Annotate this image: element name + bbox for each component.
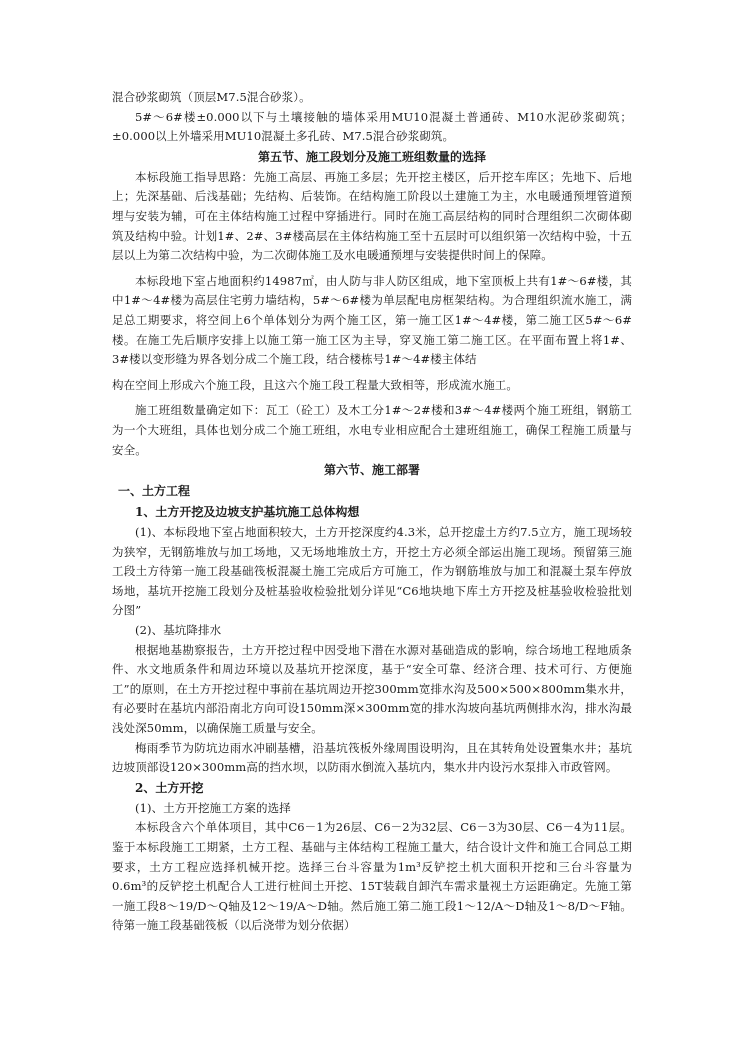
section-6-paragraph-5: (1)、土方开挖施工方案的选择 (135, 800, 291, 815)
section-6-paragraph-4: 梅雨季节为防坑边雨水冲刷基槽，沿基坑筏板外缘周围设明沟，且在其转角处设置集水井；基坑边坡顶部设120×300mm高的挡水坝，以防雨水倒流入基坑内，集水井内设污水泵排入市政管网。 (112, 740, 632, 775)
subsection-earthwork: 一、土方工程 (118, 484, 191, 499)
paragraph-continuation: 混合砂浆砌筑（顶层M7.5混合砂浆）。 (112, 90, 311, 104)
section-5-paragraph-1: 本标段施工指导思路：先施工高层、再施工多层；先开挖主楼区，后开挖车库区；先地下、后地上；先深基础、后浅基础；先结构、后装饰。在结构施工阶段以土建施工为主，水电暖通预埋管道预埋与安装为辅，可在主体结构施工过程中穿插进行。同时在施工高层结构的同时合理组织二次砌体砌筑及结构中验。计划1#、2#、3#楼高层在主体结构施工至十五层时可以组织第一次结构中验，十五层以上为第二次结构中验，为二次砌体施工及水电暖通预埋与安装提供时间上的保障。 (112, 169, 632, 263)
section-5-paragraph-4: 施工班组数量确定如下：瓦工（砼工）及木工分1#～2#楼和3#～4#楼两个施工班组，钢筋工为一个大班组，具体也划分成二个施工班组，水电专业相应配合土建班组施工，确保工程施工质量与安全。 (112, 403, 632, 457)
subsection-excavation: 2、土方开挖 (135, 780, 204, 795)
paragraph-wall-materials: 5#～6#楼±0.000以下与土壤接触的墙体采用MU10混凝土普通砖、M10水泥砂浆砌筑；±0.000以上外墙采用MU10混凝土多孔砖、M7.5混合砂浆砌筑。 (112, 109, 632, 144)
subsection-excavation-concept: 1、土方开挖及边坡支护基坑施工总体构想 (135, 505, 360, 520)
section-6-paragraph-3: 根据地基勘察报告，土方开挖过程中因受地下潜在水源对基础造成的影响，综合场地工程地质条件、水文地质条件和周边环境以及基坑开挖深度，基于“安全可靠、经济合理、技术可行、方便施工”的原则，在土方开挖过程中事前在基坑周边开挖300mm宽排水沟及500×500×800mm集水井，有必要时在基坑内部沿南北方向可设150mm深×300mm宽的排水沟坡向基坑两侧排水沟，排水沟最浅处深50mm，以确保施工质量与安全。 (112, 642, 632, 736)
document-body (112, 88, 632, 936)
section-5-paragraph-3: 构在空间上形成六个施工段，且这六个施工段工程量大致相等，形成流水施工。 (112, 377, 518, 392)
section-5-title: 第五节、施工段划分及施工班组数量的选择 (257, 149, 486, 164)
section-5-paragraph-2: 本标段地下室占地面积约14987㎡，由人防与非人防区组成，地下室顶板上共有1#～6#楼，其中1#～4#楼为高层住宅剪力墙结构，5#～6#楼为单层配电房框架结构。为合理组织流水施工，满足总工期要求，将空间上6个单体划分为两个施工区，第一施工区1#～4#楼，第二施工区5#～6#楼。在施工先后顺序安排上以施工第一施工区为主导，穿叉施工第二施工区。在平面布置上将1#、3#楼以变形缝为界各划分成二个施工段，结合楼栋号1#～4#楼主体结 (112, 273, 632, 367)
section-6-paragraph-2: (2)、基坑降排水 (135, 623, 222, 638)
section-6-paragraph-1: (1)、本标段地下室占地面积较大，土方开挖深度约4.3米，总开挖虚土方约7.5立方，施工现场较为狭窄，无钢筋堆放与加工场地，又无场地堆放土方，开挖土方必须全部运出施工现场。预留第三施工段土方待第一施工段基础筏板混凝土施工完成后方可施工，作为钢筋堆放与加工和混凝土泵车停放场地，基坑开挖施工段划分及桩基验收检验批划分详见“C6地块地下库土方开挖及桩基验收检验批划分图” (112, 525, 632, 618)
section-6-title: 第六节、施工部署 (323, 463, 420, 478)
section-6-paragraph-6: 本标段含六个单体项目，其中C6－1为26层、C6－2为32层、C6－3为30层、C6－4为11层。鉴于本标段施工工期紧，土方工程、基础与主体结构工程施工量大，结合设计文件和施工合同总工期要求，土方工程应选择机械开挖。选择三台斗容量为1m³反铲挖土机大面积开挖和三台斗容量为0.6m³的反铲挖土机配合人工进行桩间土开挖、15T装载自卸汽车需求量视土方运距确定。先施工第一施工段8～19/D～Q轴及12～19/A～D轴。然后施工第二施工段1～12/A～D轴及1～8/D～F轴。待第一施工段基础筏板（以后浇带为划分依据） (112, 820, 632, 933)
